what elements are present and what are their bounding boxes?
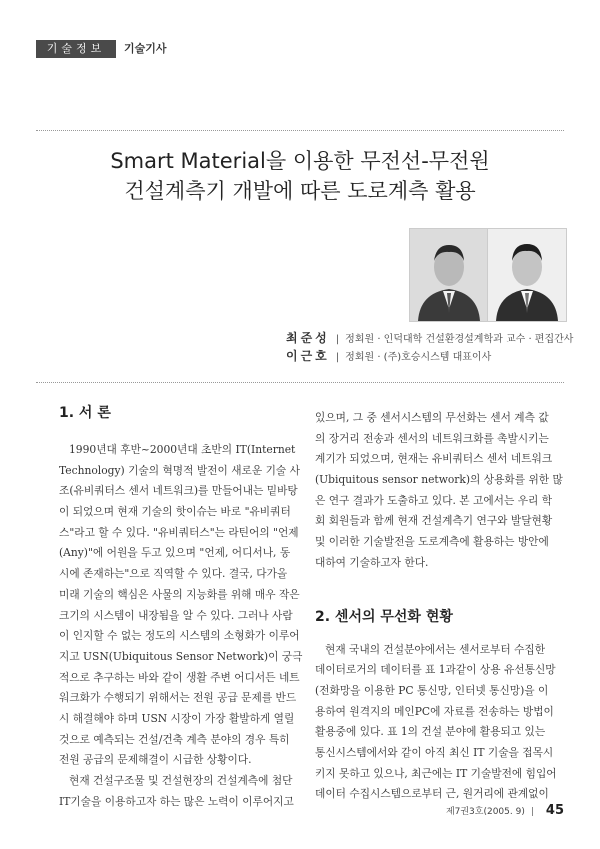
- body-line: 현재 건설구조물 및 건설현장의 건설계측에 첨단: [69, 774, 293, 787]
- author-separator: |: [335, 334, 340, 345]
- body-line: 데이터 수집시스템으로부터 근, 원거리에 관계없이: [315, 787, 549, 801]
- title-line-2: 건설계측기 개발에 따른 도로계측 활용: [124, 179, 476, 203]
- author-1-affiliation: 정회원 · 인덕대학 건설환경설계학과 교수 · 편집간사: [345, 334, 574, 345]
- body-line: 이 인지할 수 없는 정도의 시스템의 소형화가 이루어: [59, 629, 300, 643]
- body-line: 키지 못하고 있으나, 최근에는 IT 기술발전에 힘입어: [315, 766, 557, 780]
- body-line: 스"라고 할 수 있다. "유비쿼터스"는 라틴어의 "언제: [59, 525, 299, 539]
- body-line: 1990년대 후반~2000년대 초반의 IT(Internet: [69, 443, 296, 456]
- page-number: 45: [545, 803, 564, 818]
- body-line: 데이터로거의 데이터를 표 1과같이 상용 유선통신망: [315, 663, 556, 677]
- body-line: 전원 공급의 문제해결이 시급한 상황이다.: [59, 753, 252, 767]
- issue-label: 제7권3호(2005. 9): [445, 807, 525, 817]
- body-line: Technology) 기술의 혁명적 발전이 새로운 기술 사: [59, 463, 300, 477]
- section-2-heading: 2. 센서의 무선화 현황: [315, 608, 453, 625]
- body-line: (Ubiquitous sensor network)의 상용화를 위한 많: [315, 473, 563, 487]
- body-line: 의 장거리 전송과 센서의 네트워크화를 촉발시키는: [315, 431, 549, 445]
- body-line: 회 회원들과 함께 현재 건설계측기 연구와 발달현황: [315, 514, 553, 528]
- body-line: 대하여 기술하고자 한다.: [315, 555, 429, 569]
- column-right: [315, 408, 565, 805]
- author-separator: |: [335, 352, 340, 363]
- body-line: 적으로 추구하는 바와 같이 생활 주변 어디서든 네트: [59, 670, 300, 684]
- author-2: [286, 348, 491, 364]
- body-line: 있으며, 그 중 센서시스템의 무선화는 센서 계측 값: [315, 411, 549, 424]
- body-line: 및 이러한 기술발전을 도로계측에 활용하는 방안에: [315, 535, 549, 549]
- body-line: (전화망을 이용한 PC 통신망, 인터넷 통신망)을 이: [315, 683, 549, 697]
- footer-separator: |: [530, 807, 534, 817]
- body-line: 시에 존재하는"으로 직역할 수 있다. 결국, 다가올: [59, 567, 288, 581]
- body-line: 워크화가 수행되기 위해서는 전원 공급 문제를 반드: [59, 691, 297, 705]
- body-line: 것으로 예측되는 건설/건축 계측 분야의 경우 특히: [59, 732, 290, 746]
- body-line: 통신시스템에서와 같이 아직 최신 IT 기술을 접목시: [315, 745, 554, 759]
- author-1: [286, 330, 573, 346]
- page-footer: [446, 803, 564, 819]
- author-2-name: 이근호: [286, 349, 330, 363]
- body-line: 미래 기술의 핵심은 사물의 지능화를 위해 매우 작은: [59, 587, 300, 601]
- body-line: 용하여 원격지의 메인PC에 자료를 전송하는 방법이: [315, 704, 554, 718]
- body-line: (Any)"에 어원을 두고 있으며 "언제, 어디서나, 동: [59, 546, 291, 560]
- body-line: 활용중에 있다. 표 1의 건설 분야에 활용되고 있는: [315, 725, 546, 739]
- body-line: 현재 국내의 건설분야에서는 센서로부터 수집한: [325, 642, 546, 656]
- body-line: 계기가 되었으며, 현재는 유비쿼터스 센서 네트워크: [315, 452, 553, 466]
- author-photo-1: [409, 228, 489, 322]
- body-line: 시 해결해야 하며 USN 시장이 가장 활발하게 열릴: [59, 711, 295, 725]
- body-line: 은 연구 결과가 도출하고 있다. 본 고에서는 우리 학: [315, 493, 553, 507]
- divider-top: [36, 130, 564, 131]
- author-1-name: 최준성: [286, 331, 330, 345]
- body-line: 크기의 시스템이 내장됨을 알 수 있다. 그러나 사람: [59, 608, 293, 622]
- author-2-affiliation: 정회원 · (주)호승시스템 대표이사: [345, 352, 492, 363]
- section-1-heading: 1. 서 론: [59, 405, 111, 421]
- body-line: IT기술을 이용하고자 하는 많은 노력이 이루어지고: [59, 794, 294, 808]
- body-line: 이 되었으며 현재 기술의 핫이슈는 바로 "유비쿼터: [59, 505, 291, 519]
- section-1-continuation: [315, 408, 565, 574]
- author-photo-2: [487, 228, 567, 322]
- category-label: 기술기사: [124, 42, 167, 55]
- section-1-body: [59, 440, 309, 812]
- section-2-body: [315, 640, 565, 806]
- title-line-1: Smart Material을 이용한 무전선-무전원: [110, 149, 490, 173]
- divider-mid: [36, 382, 564, 383]
- column-left: [59, 398, 309, 812]
- body-line: 지고 USN(Ubiquitous Sensor Network)이 궁극: [59, 649, 303, 663]
- section-tag: 기술정보: [36, 40, 116, 58]
- body-line: 조(유비쿼터스 센서 네트워크)를 만들어내는 밑바탕: [59, 484, 298, 498]
- article-title: [0, 146, 600, 206]
